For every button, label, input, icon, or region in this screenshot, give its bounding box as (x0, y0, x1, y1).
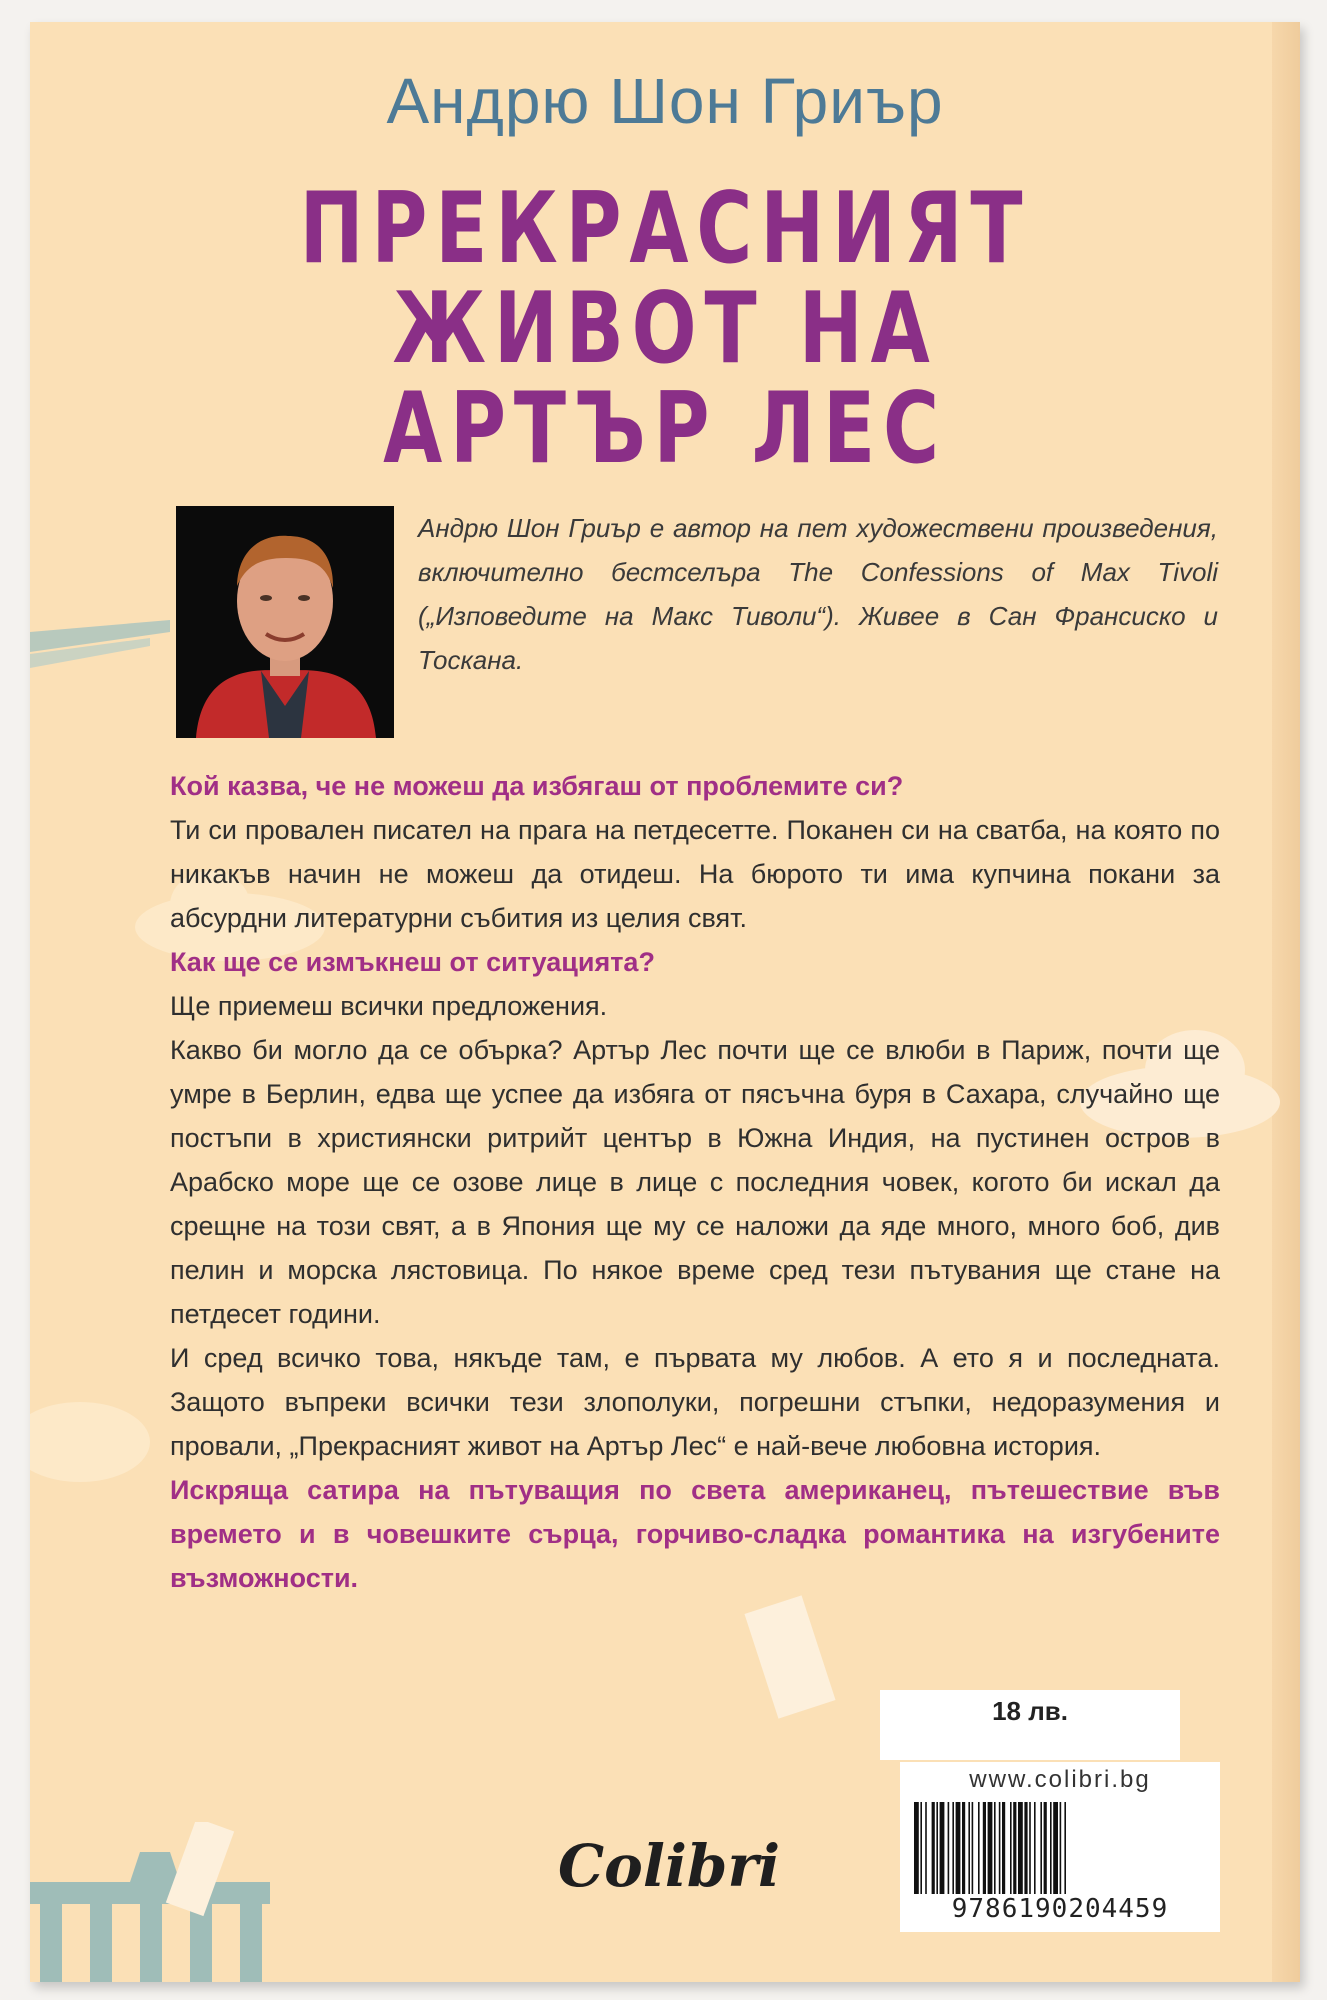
book-title-line-2: ЖИВОТ НА (392, 272, 938, 386)
book-blurb (170, 764, 1220, 1600)
blurb-question-1: Кой казва, че не можеш да избягаш от проблемите си? (170, 771, 904, 801)
blurb-paragraph-2: Ще приемеш всички предложения. (170, 991, 608, 1021)
blurb-tagline: Искряща сатира на пътуващия по света американец, пътешествие във времето и в човешките сърца, горчиво-сладка романтика на изгубените възможности. (170, 1475, 1220, 1593)
blurb-paragraph-4: И сред всичко това, някъде там, е първата му любов. А ето я и последната. Защото въпреки всички тези злополуки, погрешни стъпки, недоразумения и провали, „Прекрасният живот на Артър Лес“ е най-вече любовна история. (170, 1343, 1220, 1461)
book-title-line-1: ПРЕКРАСНИЯТ (299, 172, 1031, 286)
brandenburg-gate-icon (30, 1822, 290, 1982)
barcode-icon (914, 1802, 1206, 1894)
book-title-line-3: АРТЪР ЛЕС (383, 372, 947, 486)
book-back-cover (30, 22, 1300, 1982)
publisher-logo: Colibri (558, 1832, 781, 1900)
author-photo (176, 506, 394, 738)
paper-note-icon (730, 1582, 890, 1732)
cloud-icon (30, 1382, 160, 1492)
cover-spine-edge (1272, 22, 1300, 1982)
blurb-paragraph-1: Ти си провален писател на прага на петдесетте. Поканен си на сватба, на която по никакъв начин не можеш да отидеш. На бюрото ти има купчина покани за абсурдни литературни събития из целия свят. (170, 815, 1220, 933)
eiffel-tower-decoration (30, 592, 190, 712)
publisher-website: www.colibri.bg (969, 1766, 1151, 1793)
blurb-paragraph-3: Какво би могло да се обърка? Артър Лес почти ще се влюби в Париж, почти ще умре в Берлин, едва ще успее да избяга от пясъчна буря в Сахара, случайно ще постъпи в християнски ритрийт център в Южна Индия, на пустинен остров в Арабско море ще се озове лице в лице с последния човек, когото би искал да срещне на този свят, а в Япония ще му се наложи да яде много, много боб, див пелин и морска лястовица. По някое време сред тези пътувания ще стане на петдесет години. (170, 1035, 1220, 1329)
author-bio: Андрю Шон Гриър е автор на пет художествени произведения, включително бестселъра The Confessions of Max Tivoli („Изповедите на Макс Тиволи“). Живее в Сан Франсиско и Тоскана. (418, 513, 1218, 675)
isbn-number: 9786190204459 (951, 1894, 1169, 1924)
author-name: Андрю Шон Гриър (386, 65, 944, 137)
blurb-question-2: Как ще се измъкнеш от ситуацията? (170, 947, 655, 977)
barcode-area (900, 1762, 1220, 1932)
price-label: 18 лв. (992, 1696, 1068, 1726)
price-sticker (880, 1690, 1180, 1760)
